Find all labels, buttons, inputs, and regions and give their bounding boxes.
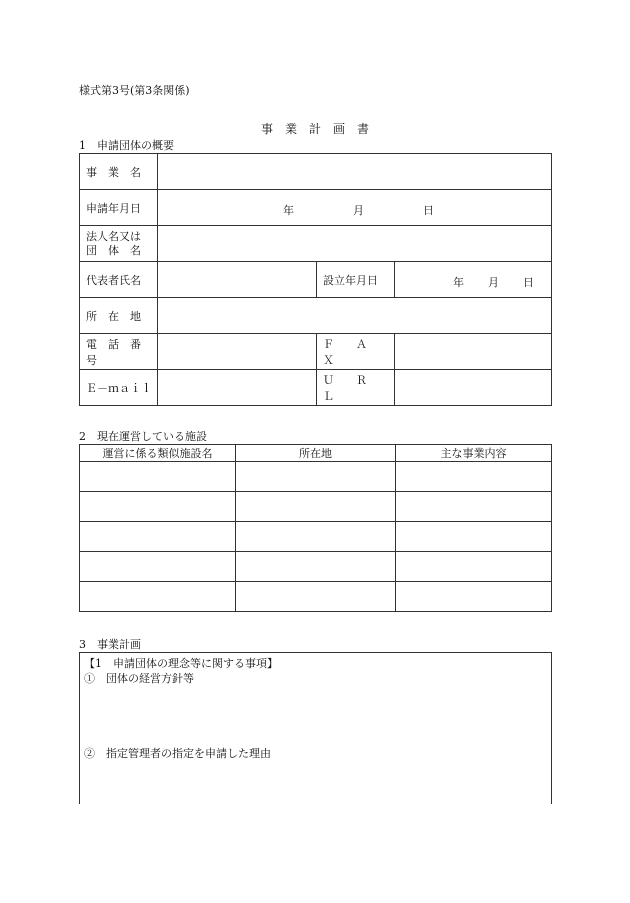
table-cell[interactable] <box>236 492 396 522</box>
table-cell[interactable] <box>396 462 552 492</box>
business-name-field[interactable] <box>158 154 552 190</box>
established-date-field[interactable] <box>395 262 552 298</box>
business-plan-box[interactable] <box>79 652 552 804</box>
url-label: Ｕ Ｒ Ｌ <box>317 370 395 406</box>
column-header-facility-name: 運営に係る類似施設名 <box>80 445 236 462</box>
fax-label: Ｆ Ａ Ｘ <box>317 334 395 370</box>
email-field[interactable] <box>158 370 317 406</box>
established-date-label: 設立年月日 <box>317 262 395 298</box>
facilities-table <box>79 444 552 612</box>
corp-name-label-line1: 法人名又は <box>86 229 141 243</box>
year-unit: 年 <box>283 204 294 217</box>
table-cell[interactable] <box>396 492 552 522</box>
table-cell[interactable] <box>236 522 396 552</box>
table-cell[interactable] <box>80 522 236 552</box>
representative-field[interactable] <box>158 262 317 298</box>
organization-overview-table <box>79 153 552 406</box>
corp-name-label <box>80 226 158 262</box>
management-policy-item: ① 団体の経営方針等 <box>84 672 194 685</box>
table-cell[interactable] <box>236 582 396 612</box>
table-row <box>80 582 552 612</box>
representative-label: 代表者氏名 <box>80 262 158 298</box>
established-month-unit: 月 <box>488 276 499 289</box>
table-cell[interactable] <box>80 462 236 492</box>
established-year-unit: 年 <box>453 276 464 289</box>
established-day-unit: 日 <box>523 276 534 289</box>
column-header-main-business: 主な事業内容 <box>396 445 552 462</box>
page-title: 事 業 計 画 書 <box>260 122 369 136</box>
table-cell[interactable] <box>236 462 396 492</box>
table-cell[interactable] <box>80 492 236 522</box>
address-field[interactable] <box>158 298 552 334</box>
table-row <box>80 462 552 492</box>
url-field[interactable] <box>395 370 552 406</box>
table-cell[interactable] <box>396 552 552 582</box>
month-unit: 月 <box>353 204 364 217</box>
day-unit: 日 <box>423 204 434 217</box>
application-date-field[interactable] <box>158 190 552 226</box>
table-row <box>80 522 552 552</box>
section3-heading: 3 事業計画 <box>79 638 141 651</box>
box-title: 【1 申請団体の理念等に関する事項】 <box>84 657 278 670</box>
table-cell[interactable] <box>396 582 552 612</box>
application-reason-item: ② 指定管理者の指定を申請した理由 <box>84 747 271 760</box>
table-cell[interactable] <box>236 552 396 582</box>
table-row <box>80 492 552 522</box>
corp-name-label-line2: 団 体 名 <box>86 243 141 257</box>
table-cell[interactable] <box>396 522 552 552</box>
email-label: Ｅ－ｍａｉｌ <box>80 370 158 406</box>
corp-name-field[interactable] <box>158 226 552 262</box>
table-cell[interactable] <box>80 582 236 612</box>
form-number: 様式第3号(第3条関係) <box>79 84 190 97</box>
phone-label: 電 話 番 号 <box>80 334 158 370</box>
phone-field[interactable] <box>158 334 317 370</box>
section2-heading: 2 現在運営している施設 <box>79 430 207 443</box>
table-cell[interactable] <box>80 552 236 582</box>
address-label: 所 在 地 <box>80 298 158 334</box>
column-header-location: 所在地 <box>236 445 396 462</box>
application-date-label: 申請年月日 <box>80 190 158 226</box>
business-name-label: 事 業 名 <box>80 154 158 190</box>
section1-heading: 1 申請団体の概要 <box>79 139 174 152</box>
fax-field[interactable] <box>395 334 552 370</box>
table-row <box>80 552 552 582</box>
